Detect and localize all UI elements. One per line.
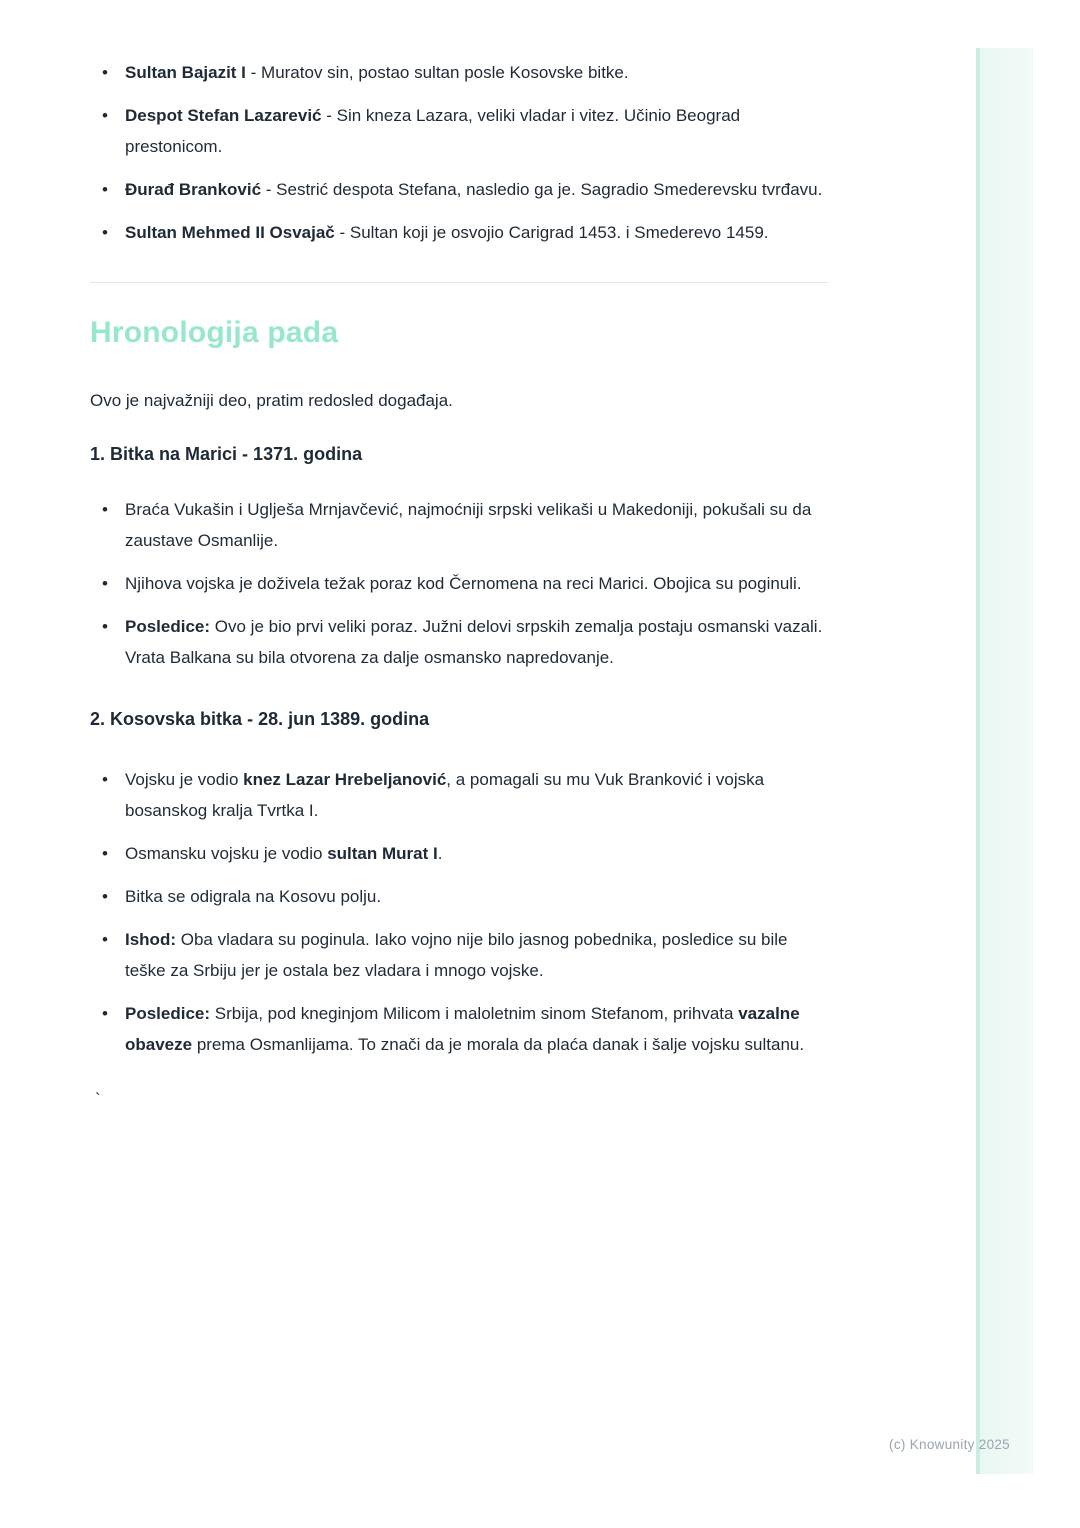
text-segment: Ovo je bio prvi veliki poraz. Južni delovi srpskih zemalja postaju osmanski vazali. Vrata Balkana su bila otvorena za dalje osmansko napredovanje. xyxy=(125,617,823,667)
text-segment: - Sin kneza Lazara, veliki vladar i vitez. Učinio Beograd prestonicom. xyxy=(125,106,741,156)
text-segment: prema Osmanlijama. To znači da je morala da plaća danak i šalje vojsku sultanu. xyxy=(192,1035,805,1054)
list-item xyxy=(90,611,828,673)
section-heading: Hronologija pada xyxy=(90,316,339,349)
list-item xyxy=(90,217,828,248)
list-item xyxy=(90,764,828,826)
section-divider xyxy=(90,282,828,283)
bold-text-segment: Sultan Mehmed II Osvajač xyxy=(125,223,335,242)
bold-text-segment: Despot Stefan Lazarević xyxy=(125,106,322,125)
list-item xyxy=(90,924,828,986)
bold-text-segment: Sultan Bajazit I xyxy=(125,63,246,82)
list-item xyxy=(90,881,828,912)
text-segment: . xyxy=(437,844,443,863)
intro-paragraph: Ovo je najvažniji deo, pratim redosled događaja. xyxy=(90,391,453,410)
kosovo-battle-list xyxy=(90,764,828,1060)
subsection-heading-1: 1. Bitka na Marici - 1371. godina xyxy=(90,444,363,464)
bold-text-segment: sultan Murat I xyxy=(327,844,438,863)
text-segment: , a pomagali su mu Vuk Branković i vojska bosanskog kralja Tvrtka I. xyxy=(125,770,765,820)
marica-battle-list xyxy=(90,494,828,673)
bold-text-segment: Ishod: xyxy=(125,930,176,949)
bold-text-segment: knez Lazar Hrebeljanović xyxy=(243,770,447,789)
text-segment: - Muratov sin, postao sultan posle Kosovske bitke. xyxy=(245,63,629,82)
text-segment: Vojsku je vodio xyxy=(125,770,244,789)
bold-text-segment: Posledice: xyxy=(125,1004,211,1023)
list-item xyxy=(90,57,828,88)
text-segment: Njihova vojska je doživela težak poraz kod Černomena na reci Marici. Obojica su poginuli. xyxy=(125,574,802,593)
text-segment: Oba vladara su poginula. Iako vojno nije bilo jasnog pobednika, posledice su bile teške za Srbiju jer je ostala bez vladara i mnogo vojske. xyxy=(125,930,788,980)
text-segment: Osmansku vojsku je vodio xyxy=(125,844,328,863)
list-item xyxy=(90,100,828,162)
list-item xyxy=(90,174,828,205)
text-segment: - Sultan koji je osvojio Carigrad 1453. i Smederevo 1459. xyxy=(334,223,769,242)
list-item xyxy=(90,838,828,869)
copyright-watermark: (c) Knowunity 2025 xyxy=(889,1437,1010,1452)
page-edge-stripe xyxy=(976,48,1034,1474)
list-item xyxy=(90,494,828,556)
text-segment: Srbija, pod kneginjom Milicom i maloletnim sinom Stefanom, prihvata xyxy=(210,1004,739,1023)
list-item xyxy=(90,568,828,599)
list-item xyxy=(90,998,828,1060)
subsection-heading-2: 2. Kosovska bitka - 28. jun 1389. godina xyxy=(90,709,430,729)
text-segment: - Sestrić despota Stefana, nasledio ga je. Sagradio Smederevsku tvrđavu. xyxy=(261,180,823,199)
bold-text-segment: Posledice: xyxy=(125,617,211,636)
bold-text-segment: vazalne obaveze xyxy=(125,1004,800,1054)
document-content xyxy=(90,0,828,1115)
text-segment: Braća Vukašin i Uglješa Mrnjavčević, najmoćniji srpski velikaši u Makedoniji, pokušali su da zaustave Osmanlije. xyxy=(125,500,812,550)
text-segment: Bitka se odigrala na Kosovu polju. xyxy=(125,887,382,906)
bold-text-segment: Đurađ Branković xyxy=(125,180,262,199)
stray-backtick: ` xyxy=(95,1090,101,1109)
key-figures-list xyxy=(90,57,828,248)
